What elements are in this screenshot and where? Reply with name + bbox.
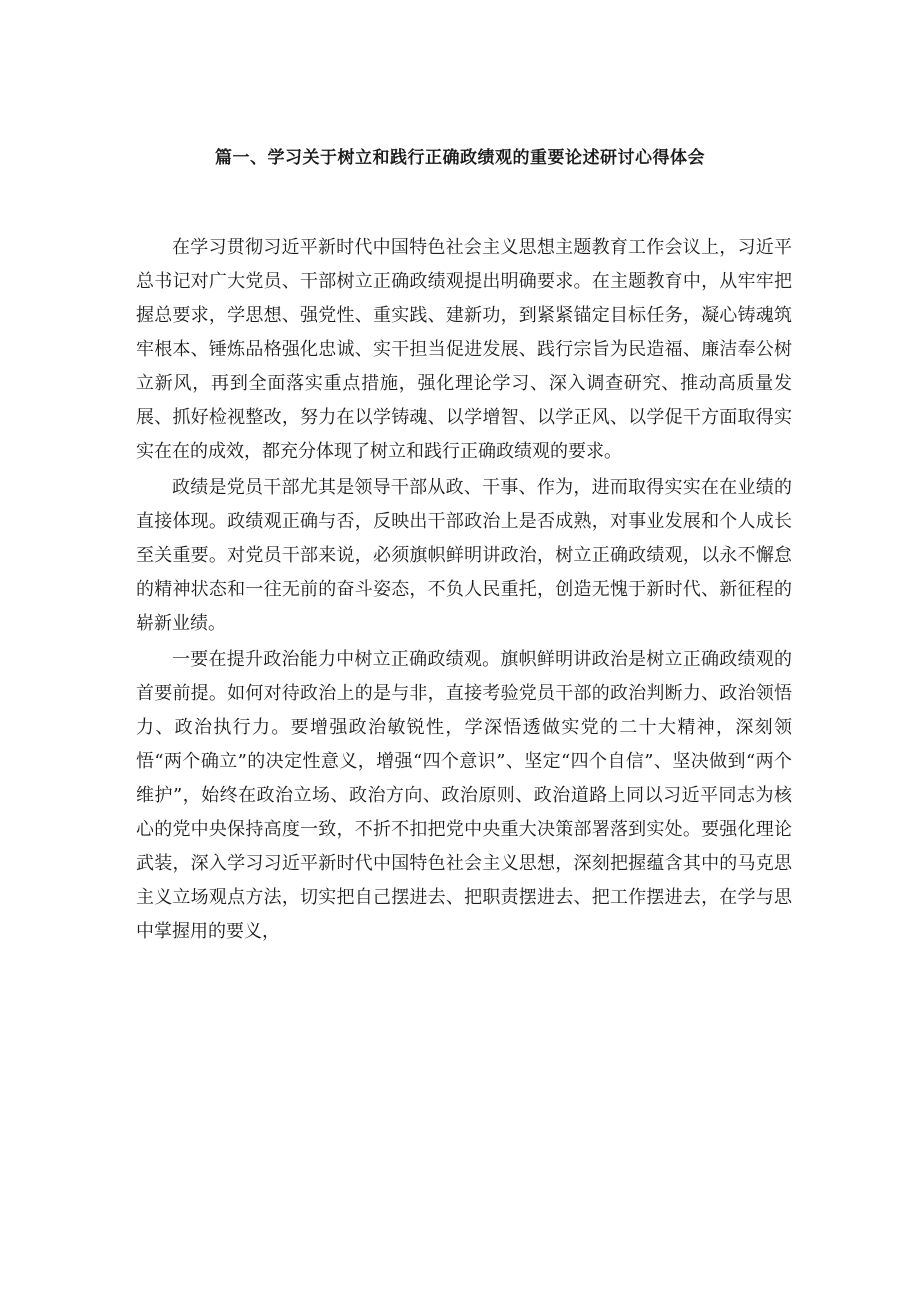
document-title: 篇一、学习关于树立和践行正确政绩观的重要论述研讨心得体会 xyxy=(215,148,705,168)
paragraph-3: 一要在提升政治能力中树立正确政绩观。旗帜鲜明讲政治是树立正确政绩观的首要前提。如何对待政治上的是与非，直接考验党员干部的政治判断力、政治领悟力、政治执行力。要增强政治敏锐性，学深悟透做实党的二十大精神，深刻领悟“两个确立”的决定性意义，增强“四个意识”、坚定“四个自信”、坚决做到“两个维护”，始终在政治立场、政治方向、政治原则、政治道路上同以习近平同志为核心的党中央保持高度一致，不折不扣把党中央重大决策部署落到实处。要强化理论武装，深入学习习近平新时代中国特色社会主义思想，深刻把握蕴含其中的马克思主义立场观点方法，切实把自己摆进去、把职责摆进去、把工作摆进去，在学与思中掌握用的要义， xyxy=(136,649,792,942)
document-body xyxy=(136,231,792,951)
paragraph-1: 在学习贯彻习近平新时代中国特色社会主义思想主题教育工作会议上，习近平总书记对广大党员、干部树立正确政绩观提出明确要求。在主题教育中，从牢牢把握总要求，学思想、强党性、重实践、建新功，到紧紧锚定目标任务，凝心铸魂筑牢根本、锤炼品格强化忠诚、实干担当促进发展、践行宗旨为民造福、廉洁奉公树立新风，再到全面落实重点措施，强化理论学习、深入调查研究、推动高质量发展、抓好检视整改，努力在以学铸魂、以学增智、以学正风、以学促干方面取得实实在在的成效，都充分体现了树立和践行正确政绩观的要求。 xyxy=(136,237,792,462)
paragraph-2: 政绩是党员干部尤其是领导干部从政、干事、作为，进而取得实实在在业绩的直接体现。政绩观正确与否，反映出干部政治上是否成熟，对事业发展和个人成长至关重要。对党员干部来说，必须旗帜鲜明讲政治，树立正确政绩观，以永不懈怠的精神状态和一往无前的奋斗姿态，不负人民重托，创造无愧于新时代、新征程的崭新业绩。 xyxy=(136,477,792,634)
